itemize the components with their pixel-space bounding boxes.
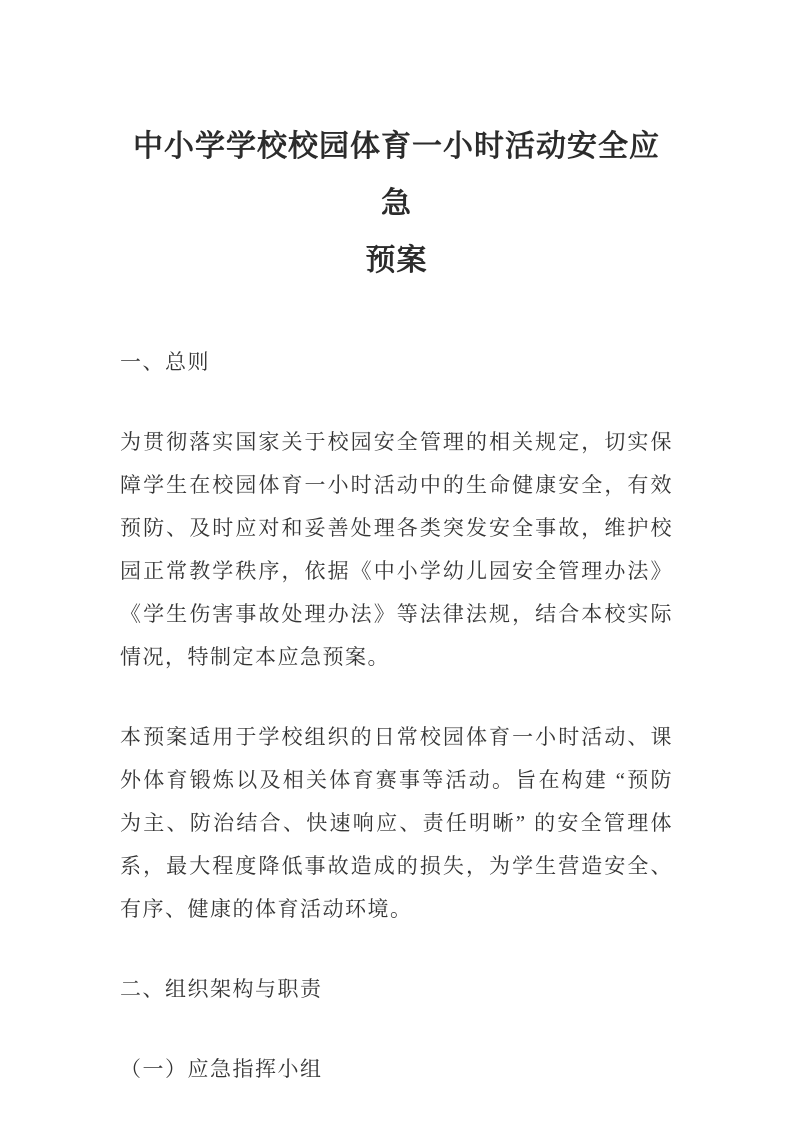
document-content xyxy=(120,118,673,1122)
document-title-line-2: 预案 xyxy=(365,244,428,277)
subsection-heading-emergency-command-group: （一）应急指挥小组 xyxy=(120,1057,323,1081)
document-title xyxy=(120,118,673,289)
document-title-line-1: 中小学学校校园体育一小时活动安全应急 xyxy=(133,130,660,220)
section-heading-organization-duties: 二、组织架构与职责 xyxy=(120,977,323,1001)
section-heading-general-provisions: 一、总则 xyxy=(120,350,210,374)
paragraph-scope-goals: 本预案适用于学校组织的日常校园体育一小时活动、课外体育锻炼以及相关体育赛事等活动。旨在构建 “预防为主、防治结合、快速响应、责任明晰” 的安全管理体系，最大程度降低事故造成的损失，为学生营造安全、有序、健康的体育活动环境。 xyxy=(120,725,673,921)
paragraph-purpose-basis: 为贯彻落实国家关于校园安全管理的相关规定，切实保障学生在校园体育一小时活动中的生命健康安全，有效预防、及时应对和妥善处理各类突发安全事故，维护校园正常教学秩序，依据《中小学幼儿园安全管理办法》《学生伤害事故处理办法》等法律法规，结合本校实际情况，特制定本应急预案。 xyxy=(120,430,673,669)
